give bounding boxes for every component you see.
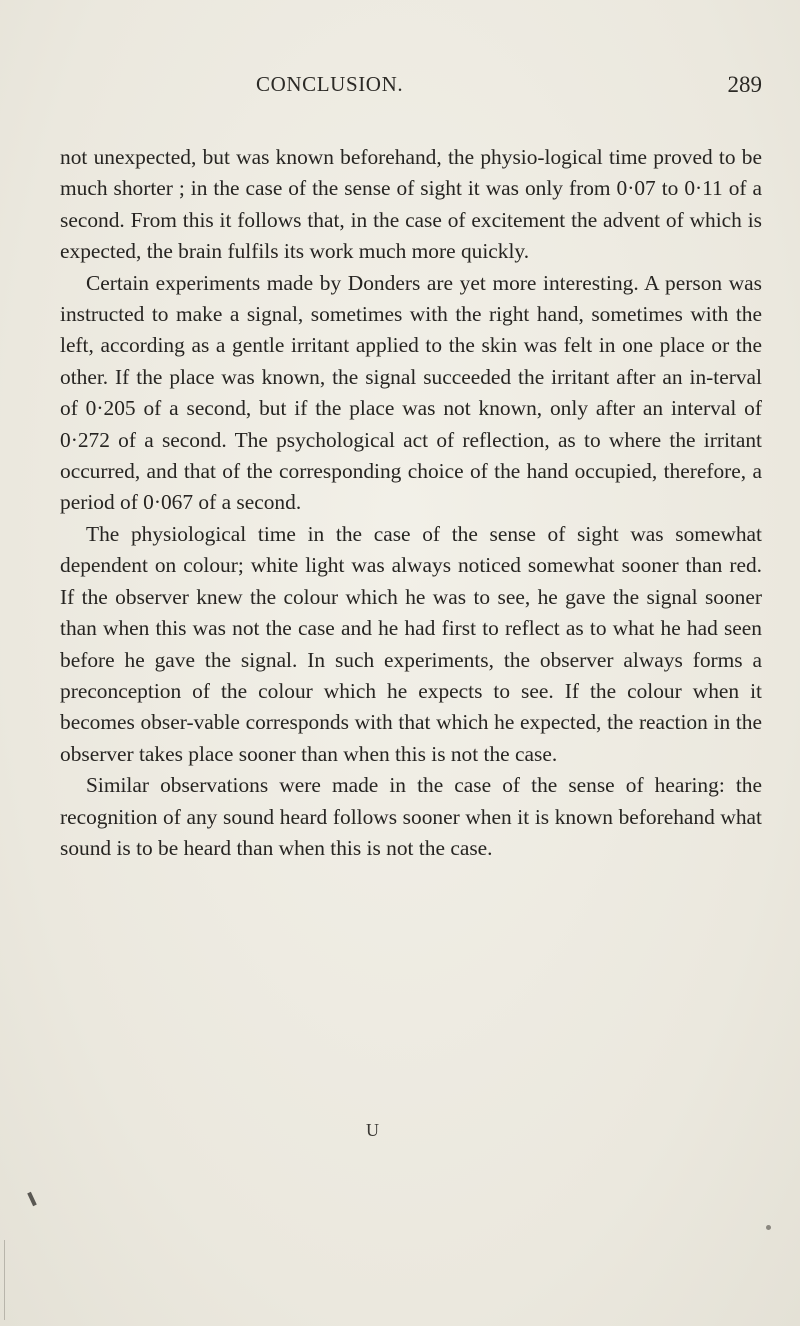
running-title: CONCLUSION. (256, 72, 404, 96)
signature-mark: U (366, 1120, 379, 1140)
ink-mark (27, 1192, 37, 1206)
paragraph-4: Similar observations were made in the case of the sense of hearing: the recognition of any sound heard follows sooner when it is known beforehand what sound is to be heard than when this is not the case. (60, 773, 762, 860)
paragraph-1: not unexpected, but was known beforehand, the physio-logical time proved to be much shorter ; in the case of the sense of sight it was only from 0·07 to 0·11 of a second. From this it follows that, in the case of excitement the advent of which is expected, the brain fulfils its work much more quickly. (60, 145, 762, 264)
paragraph-3: The physiological time in the case of the sense of sight was somewhat dependent on colour; white light was always noticed somewhat sooner than red. If the observer knew the colour which he was to see, he gave the signal sooner than when this was not the case and he had first to reflect as to what he had seen before he gave the signal. In such experiments, the observer always forms a preconception of the colour which he expects to see. If the colour when it becomes obser-vable corresponds with that which he expected, the reaction in the observer takes place sooner than when this is not the case. (60, 521, 762, 766)
ink-speck (766, 1225, 771, 1230)
page-edge-line (4, 1240, 5, 1320)
page-header (60, 72, 762, 106)
paragraph-2: Certain experiments made by Donders are yet more interesting. A person was instructed to make a signal, sometimes with the right hand, sometimes with the left, according as a gentle irritant applied to the skin was felt in one place or the other. If the place was known, the signal succeeded the irritant after an in-terval of 0·205 of a second, but if the place was not known, only after an interval of 0·272 of a second. The psychological act of reflection, as to where the irritant occurred, and that of the corresponding choice of the hand occupied, therefore, a period of 0·067 of a second. (60, 270, 762, 515)
page-number: 289 (727, 72, 762, 97)
body-text (60, 142, 762, 864)
